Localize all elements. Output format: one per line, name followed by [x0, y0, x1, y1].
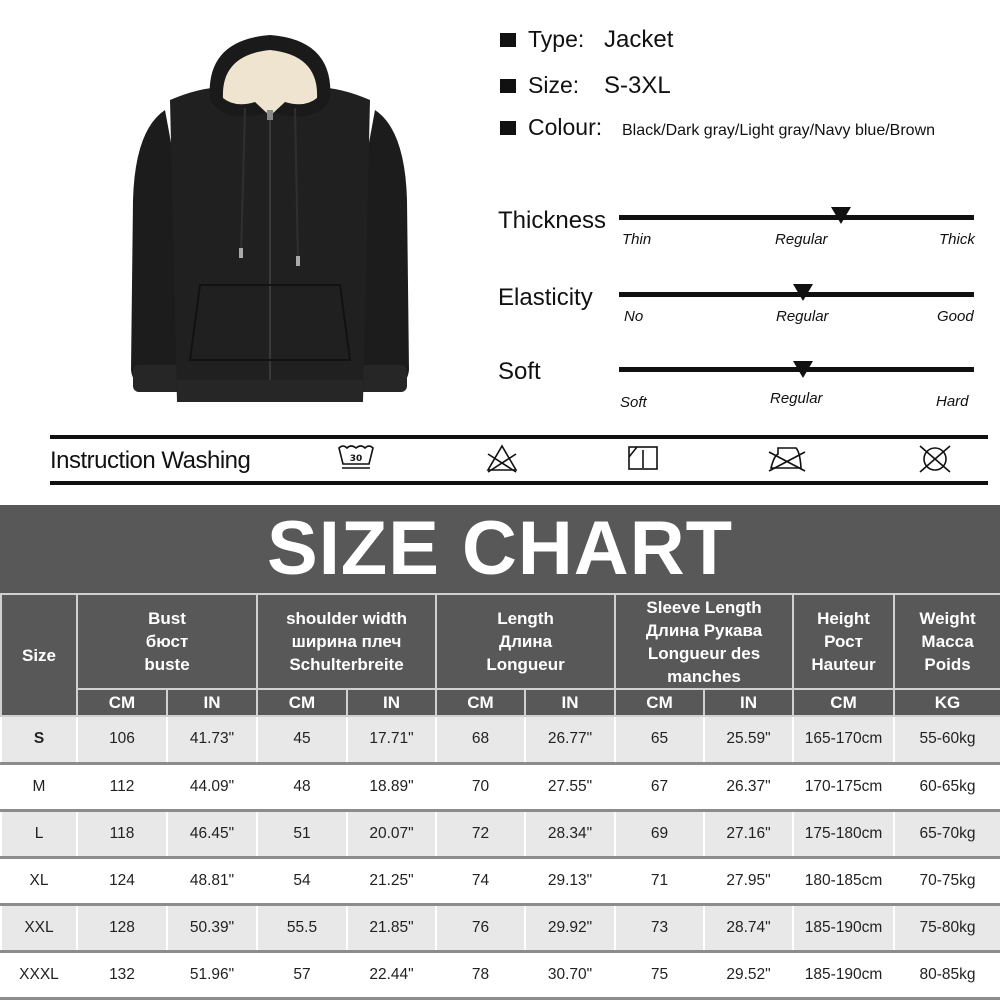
- scale-marker-icon: [831, 207, 851, 224]
- size-table: [0, 593, 1000, 1000]
- table-cell: 185-190cm: [793, 951, 894, 998]
- table-cell: 68: [436, 716, 525, 763]
- table-cell: 50.39": [167, 904, 257, 951]
- table-cell: 180-185cm: [793, 857, 894, 904]
- table-cell: 51: [257, 810, 347, 857]
- table-cell: 41.73": [167, 716, 257, 763]
- header-line: Length: [497, 609, 554, 628]
- scale-marker-icon: [793, 284, 813, 301]
- scale-label: Thickness: [498, 207, 607, 234]
- size-cell: XXL: [1, 904, 77, 951]
- header-line: Масса: [921, 632, 974, 651]
- table-cell: 29.92": [525, 904, 615, 951]
- table-cell: 17.71": [347, 716, 436, 763]
- scale-max-label: Thick: [939, 231, 975, 248]
- header-line: Longueur: [486, 655, 565, 674]
- size-cell: S: [1, 716, 77, 763]
- divider: [50, 481, 988, 485]
- scale-mid-label: Regular: [776, 308, 829, 325]
- svg-text:30: 30: [349, 454, 363, 464]
- header-line: manches: [667, 666, 741, 686]
- table-row: [1, 716, 1000, 763]
- header-row: [1, 594, 1000, 689]
- table-cell: 26.37": [704, 763, 793, 810]
- size-chart-title: SIZE CHART: [267, 505, 733, 591]
- table-cell: 73: [615, 904, 704, 951]
- table-cell: 170-175cm: [793, 763, 894, 810]
- scale-mid-label: Regular: [770, 390, 823, 407]
- table-cell: 27.16": [704, 810, 793, 857]
- table-cell: 65: [615, 716, 704, 763]
- table-cell: 28.74": [704, 904, 793, 951]
- table-cell: 124: [77, 857, 167, 904]
- table-cell: 29.13": [525, 857, 615, 904]
- size-chart: [0, 505, 1000, 1000]
- header-line: бюст: [145, 632, 189, 651]
- do-not-tumble-dry-icon: [917, 444, 953, 479]
- table-cell: 44.09": [167, 763, 257, 810]
- table-cell: 48.81": [167, 857, 257, 904]
- product-image: [125, 30, 415, 402]
- table-cell: 25.59": [704, 716, 793, 763]
- header-line: Schulterbreite: [289, 655, 404, 674]
- unit-row: [1, 689, 1000, 716]
- table-cell: 70: [436, 763, 525, 810]
- table-cell: 27.55": [525, 763, 615, 810]
- column-header-shoulder-width: [257, 594, 436, 689]
- table-cell: 45: [257, 716, 347, 763]
- size-cell: L: [1, 810, 77, 857]
- softness-scale: [498, 358, 978, 418]
- column-header-height: [793, 594, 894, 689]
- table-cell: 132: [77, 951, 167, 998]
- wash-30-degrees-icon: [337, 444, 375, 479]
- table-cell: 51.96": [167, 951, 257, 998]
- table-cell: 78: [436, 951, 525, 998]
- unit-header: KG: [894, 689, 1000, 716]
- table-cell: 75-80kg: [894, 904, 1000, 951]
- unit-header: CM: [77, 689, 167, 716]
- header-line: Height: [817, 609, 870, 628]
- do-not-iron-icon: [766, 444, 808, 479]
- table-cell: 175-180cm: [793, 810, 894, 857]
- table-cell: 30.70": [525, 951, 615, 998]
- scale-bar: [619, 215, 974, 220]
- table-cell: 70-75kg: [894, 857, 1000, 904]
- table-cell: 69: [615, 810, 704, 857]
- unit-header: IN: [167, 689, 257, 716]
- table-row: [1, 763, 1000, 810]
- header-line: Poids: [924, 655, 971, 674]
- washing-title: Instruction Washing: [50, 447, 251, 474]
- table-cell: 80-85kg: [894, 951, 1000, 998]
- table-cell: 185-190cm: [793, 904, 894, 951]
- table-cell: 72: [436, 810, 525, 857]
- unit-header: CM: [257, 689, 347, 716]
- column-header-weight: [894, 594, 1000, 689]
- header-line: Longueur des: [647, 643, 761, 663]
- scale-max-label: Good: [937, 308, 974, 325]
- header-line: ширина плеч: [291, 632, 402, 651]
- unit-header: CM: [615, 689, 704, 716]
- spec-colour: [500, 114, 935, 141]
- elasticity-scale: [498, 283, 978, 343]
- scale-min-label: Soft: [620, 394, 647, 411]
- table-cell: 112: [77, 763, 167, 810]
- size-cell: M: [1, 763, 77, 810]
- spec-value: Black/Dark gray/Light gray/Navy blue/Brown: [622, 122, 936, 139]
- table-cell: 26.77": [525, 716, 615, 763]
- scale-label: Elasticity: [498, 284, 593, 311]
- scale-min-label: No: [624, 308, 644, 325]
- line-dry-icon: [627, 444, 659, 477]
- scale-min-label: Thin: [622, 231, 652, 248]
- header-line: Bust: [148, 609, 186, 628]
- square-bullet-icon: [500, 33, 516, 47]
- table-cell: 67: [615, 763, 704, 810]
- divider: [50, 435, 988, 439]
- table-cell: 65-70kg: [894, 810, 1000, 857]
- scale-marker-icon: [793, 361, 813, 378]
- header-line: Рост: [824, 632, 863, 651]
- unit-header: CM: [436, 689, 525, 716]
- spec-label: Type:: [528, 26, 585, 52]
- table-cell: 21.25": [347, 857, 436, 904]
- spec-value: Jacket: [604, 26, 674, 53]
- table-cell: 60-65kg: [894, 763, 1000, 810]
- table-cell: 46.45": [167, 810, 257, 857]
- table-cell: 128: [77, 904, 167, 951]
- table-cell: 55.5: [257, 904, 347, 951]
- header-line: Sleeve Length: [646, 597, 762, 617]
- header-line: Weight: [919, 609, 976, 628]
- spec-label: Colour:: [528, 114, 603, 140]
- table-cell: 76: [436, 904, 525, 951]
- column-header-length: [436, 594, 615, 689]
- table-cell: 57: [257, 951, 347, 998]
- spec-type: [500, 26, 673, 54]
- table-cell: 48: [257, 763, 347, 810]
- table-cell: 27.95": [704, 857, 793, 904]
- unit-header: CM: [793, 689, 894, 716]
- thickness-scale: [498, 205, 978, 265]
- scale-mid-label: Regular: [775, 231, 828, 248]
- table-cell: 28.34": [525, 810, 615, 857]
- spec-size: [500, 72, 671, 100]
- header-line: Длина: [498, 632, 553, 651]
- table-cell: 55-60kg: [894, 716, 1000, 763]
- header-line: Длина Рукава: [645, 620, 763, 640]
- square-bullet-icon: [500, 79, 516, 93]
- table-row: [1, 857, 1000, 904]
- table-row: [1, 810, 1000, 857]
- table-cell: 75: [615, 951, 704, 998]
- table-cell: 74: [436, 857, 525, 904]
- column-header-size: Size: [1, 594, 77, 716]
- scale-label: Soft: [498, 358, 541, 385]
- table-cell: 22.44": [347, 951, 436, 998]
- column-header-bust: [77, 594, 257, 689]
- square-bullet-icon: [500, 121, 516, 135]
- table-cell: 165-170cm: [793, 716, 894, 763]
- unit-header: IN: [704, 689, 793, 716]
- table-cell: 106: [77, 716, 167, 763]
- size-cell: XL: [1, 857, 77, 904]
- jacket-illustration: [125, 30, 415, 402]
- table-cell: 71: [615, 857, 704, 904]
- spec-value: S-3XL: [604, 72, 671, 99]
- do-not-bleach-icon: [484, 444, 520, 479]
- table-cell: 20.07": [347, 810, 436, 857]
- header-line: Hauteur: [811, 655, 876, 674]
- table-cell: 54: [257, 857, 347, 904]
- table-cell: 21.85": [347, 904, 436, 951]
- column-header-sleeve-length: [615, 594, 793, 689]
- spec-label: Size:: [528, 72, 580, 98]
- table-cell: 118: [77, 810, 167, 857]
- header-line: shoulder width: [286, 609, 407, 628]
- unit-header: IN: [525, 689, 615, 716]
- header-line: buste: [144, 655, 190, 674]
- table-cell: 29.52": [704, 951, 793, 998]
- size-cell: XXXL: [1, 951, 77, 998]
- table-row: [1, 951, 1000, 998]
- table-row: [1, 904, 1000, 951]
- table-cell: 18.89": [347, 763, 436, 810]
- unit-header: IN: [347, 689, 436, 716]
- scale-max-label: Hard: [936, 393, 969, 410]
